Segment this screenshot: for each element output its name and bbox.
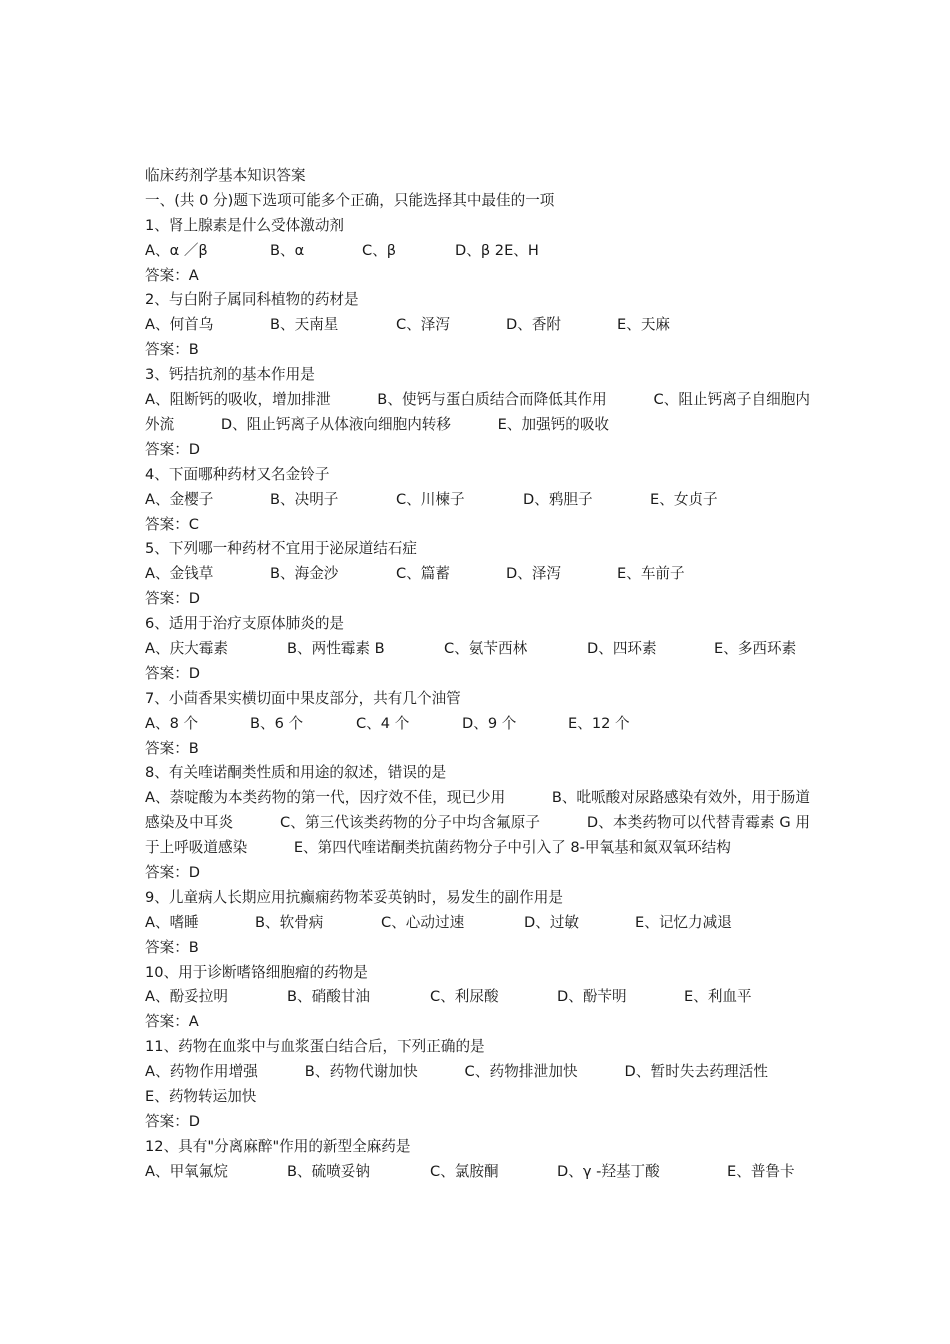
option: A、甲氧氟烷 — [145, 1162, 228, 1180]
answer: 答案：C — [145, 515, 199, 533]
question-text: 12、具有"分离麻醉"作用的新型全麻药是 — [145, 1137, 411, 1155]
question-text: 10、用于诊断嗜铬细胞瘤的药物是 — [145, 963, 368, 981]
answer: 答案：A — [145, 1013, 199, 1031]
option: D、过敏 — [524, 913, 580, 931]
option: A、8 个 — [145, 714, 199, 732]
option: D、鸦胆子 — [523, 490, 593, 508]
answer: 答案：B — [145, 739, 199, 757]
option: D、本类药物可以代替青霉素 G 用于上呼吸道感染 — [145, 814, 810, 857]
options-block — [145, 786, 810, 861]
option: B、硫喷妥钠 — [287, 1162, 370, 1180]
option: E、多西环素 — [714, 639, 797, 657]
option: B、天南星 — [270, 316, 339, 334]
option: E、女贞子 — [650, 490, 718, 508]
option: C、氨苄西林 — [444, 639, 528, 657]
option: A、嗜睡 — [145, 913, 199, 931]
option: D、阻止钙离子从体液向细胞内转移 — [220, 415, 451, 433]
question-text: 6、适用于治疗支原体肺炎的是 — [145, 615, 345, 633]
options-row — [145, 1160, 810, 1185]
answer: 答案：D — [145, 864, 201, 882]
options-row — [145, 313, 810, 338]
option: E、利血平 — [684, 988, 752, 1006]
option: C、4 个 — [356, 714, 410, 732]
option: B、药物代谢加快 — [304, 1063, 418, 1081]
options-block — [145, 388, 810, 438]
section-heading: 一、(共 0 分)题下选项可能多个正确，只能选择其中最佳的一项 — [145, 191, 555, 209]
option: E、第四代喹诺酮类抗菌药物分子中引入了 8-甲氧基和氮双氧环结构 — [293, 839, 731, 857]
options-row — [145, 239, 810, 264]
option: E、记忆力减退 — [635, 913, 732, 931]
option: C、氯胺酮 — [430, 1162, 499, 1180]
options-block — [145, 1060, 810, 1110]
options-row — [145, 562, 810, 587]
options-row — [145, 712, 810, 737]
answer: 答案：B — [145, 938, 199, 956]
option: C、川楝子 — [396, 490, 465, 508]
option: A、金钱草 — [145, 565, 214, 583]
option: E、普鲁卡 — [727, 1162, 795, 1180]
option: A、萘啶酸为本类药物的第一代，因疗效不佳，现已少用 — [145, 789, 506, 807]
option: D、γ -羟基丁酸 — [557, 1162, 660, 1180]
option: D、泽泻 — [506, 565, 562, 583]
answer: 答案：A — [145, 266, 199, 284]
option: B、α — [270, 241, 305, 259]
option: A、药物作用增强 — [145, 1063, 258, 1081]
answer: 答案：D — [145, 664, 201, 682]
option: D、9 个 — [462, 714, 517, 732]
question-text: 5、下列哪一种药材不宜用于泌尿道结石症 — [145, 540, 417, 558]
option: C、心动过速 — [381, 913, 465, 931]
option: D、香附 — [506, 316, 562, 334]
answer: 答案：B — [145, 341, 199, 359]
option: C、第三代该类药物的分子中均含氟原子 — [279, 814, 541, 832]
answer: 答案：D — [145, 1112, 201, 1130]
option: B、海金沙 — [270, 565, 339, 583]
option: D、酚苄明 — [557, 988, 627, 1006]
option: D、四环素 — [587, 639, 657, 657]
option: A、酚妥拉明 — [145, 988, 228, 1006]
option: A、庆大霉素 — [145, 639, 228, 657]
options-row — [145, 637, 810, 662]
answer: 答案：D — [145, 440, 201, 458]
option: B、6 个 — [250, 714, 304, 732]
options-row — [145, 911, 810, 936]
option: D、暂时失去药理活性 — [624, 1063, 769, 1081]
option: B、两性霉素 B — [287, 639, 385, 657]
option: E、车前子 — [617, 565, 685, 583]
options-row — [145, 985, 810, 1010]
question-text: 3、钙拮抗剂的基本作用是 — [145, 366, 315, 384]
option: A、何首乌 — [145, 316, 214, 334]
option: A、金樱子 — [145, 490, 214, 508]
option: C、阻止钙离子自细胞内外流 — [145, 391, 811, 433]
document-page — [145, 164, 810, 1185]
options-row — [145, 488, 810, 513]
question-text: 4、下面哪种药材又名金铃子 — [145, 465, 330, 483]
question-text: 9、儿童病人长期应用抗癫痫药物苯妥英钠时，易发生的副作用是 — [145, 888, 563, 906]
option: B、硝酸甘油 — [287, 988, 370, 1006]
option: C、药物排泄加快 — [464, 1063, 578, 1081]
question-text: 1、肾上腺素是什么受体激动剂 — [145, 216, 345, 234]
document-title: 临床药剂学基本知识答案 — [145, 167, 306, 184]
option: A、α ／β — [145, 241, 208, 259]
option: B、使钙与蛋白质结合而降低其作用 — [377, 391, 607, 409]
option: C、篇蓄 — [396, 565, 450, 583]
option: E、加强钙的吸收 — [497, 415, 610, 433]
option: E、12 个 — [568, 714, 630, 732]
question-text: 11、药物在血浆中与血浆蛋白结合后，下列正确的是 — [145, 1038, 485, 1056]
option: C、利尿酸 — [430, 988, 499, 1006]
answer: 答案：D — [145, 590, 201, 608]
option: E、药物转运加快 — [145, 1088, 257, 1106]
option: A、阻断钙的吸收，增加排泄 — [145, 391, 331, 409]
option: B、软骨病 — [255, 913, 324, 931]
option: C、泽泻 — [396, 316, 450, 334]
question-text: 2、与白附子属同科植物的药材是 — [145, 291, 359, 309]
option: D、β 2E、H — [455, 241, 539, 259]
question-text: 7、小茴香果实横切面中果皮部分，共有几个油管 — [145, 689, 461, 707]
option: C、β — [362, 241, 397, 259]
option: E、天麻 — [617, 316, 671, 334]
option: B、吡哌酸对尿路感染有效外，用于肠道感染及中耳炎 — [145, 789, 810, 832]
question-text: 8、有关喹诺酮类性质和用途的叙述，错误的是 — [145, 764, 447, 782]
option: B、决明子 — [270, 490, 339, 508]
